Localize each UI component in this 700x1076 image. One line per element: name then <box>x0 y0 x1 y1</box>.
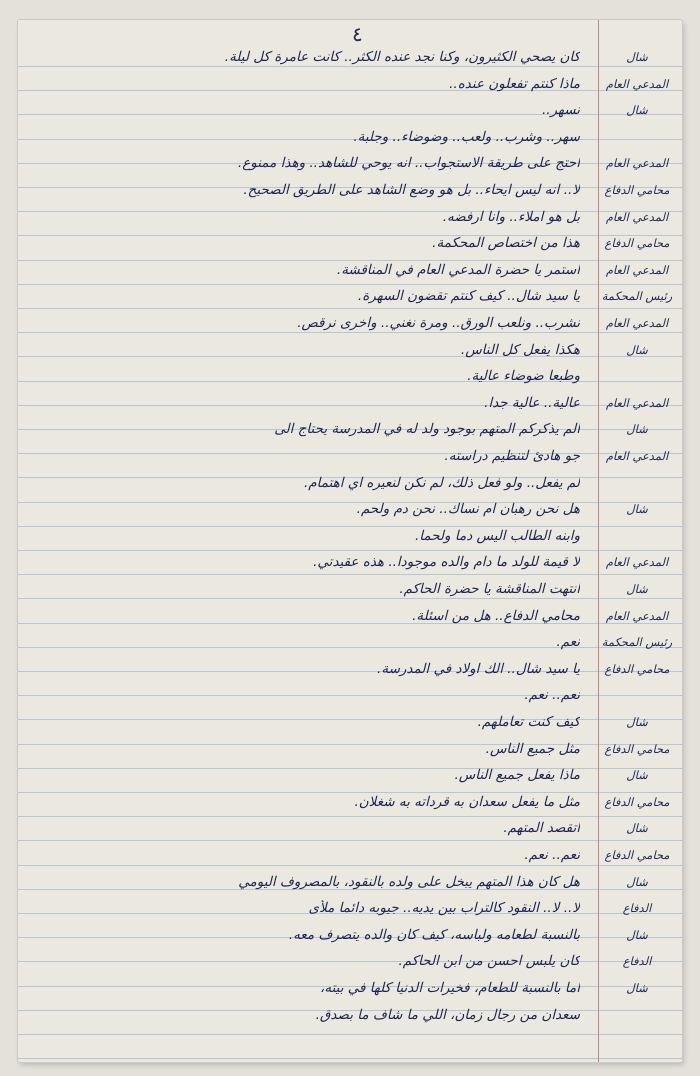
speaker-label: شال <box>626 715 648 729</box>
transcript-line <box>18 365 682 391</box>
dialogue-text: نشرب.. ونلعب الورق.. ومرة نغني.. واخرى نرقص. <box>297 315 580 331</box>
speaker-label: محامي الدفاع <box>604 183 670 197</box>
page-number: ٤ <box>352 22 363 46</box>
speaker-label: شال <box>626 981 648 995</box>
speaker-label: رئيس المحكمة <box>601 289 673 304</box>
dialogue-text: هذا من اختصاص المحكمة. <box>432 235 580 252</box>
transcript-line <box>18 259 682 285</box>
transcript-line <box>18 498 682 524</box>
transcript-line <box>18 897 682 923</box>
dialogue-text: لم يفعل.. ولو فعل ذلك، لم نكن لنعيره اي اهتمام. <box>304 474 580 491</box>
speaker-label: شال <box>626 582 648 596</box>
transcript-line <box>18 551 682 577</box>
dialogue-text: مثل جميع الناس. <box>485 740 580 757</box>
dialogue-text: مثل ما يفعل سعدان به قرداته به شغلان. <box>354 793 580 810</box>
speaker-label: رئيس المحكمة <box>601 635 673 650</box>
transcript-line <box>18 445 682 471</box>
dialogue-text: وابنه الطالب اليس دما ولحما. <box>415 527 580 544</box>
transcript-line <box>18 312 682 338</box>
dialogue-text: نعم. <box>556 634 580 651</box>
transcript-line <box>18 392 682 418</box>
transcript-line <box>18 711 682 737</box>
speaker-label: شال <box>626 821 648 836</box>
dialogue-text: سعدان من رجال زمان، اللي ما شاف ما بصدق. <box>315 1006 580 1023</box>
transcript-line <box>18 764 682 790</box>
transcript-line <box>18 924 682 950</box>
transcript-line <box>18 46 682 72</box>
transcript-line <box>18 950 682 976</box>
speaker-label: الدفاع <box>622 901 652 916</box>
transcript-line <box>18 578 682 604</box>
dialogue-text: احتج على طريقة الاستجواب.. انه يوحي للشاهد.. وهذا ممنوع. <box>237 155 580 172</box>
transcript-line <box>18 525 682 551</box>
dialogue-text: نعم.. نعم. <box>524 847 580 863</box>
speaker-label: المدعي العام <box>605 316 669 330</box>
speaker-label: المدعي العام <box>605 156 669 171</box>
dialogue-text: يا سيد شال.. الك اولاد في المدرسة. <box>377 660 580 677</box>
dialogue-text: وطبعا ضوضاء عالية. <box>467 368 580 385</box>
dialogue-text: نسهر.. <box>541 102 580 119</box>
speaker-label: محامي الدفاع <box>604 741 670 756</box>
dialogue-text: يا سيد شال.. كيف كنتم تقضون السهرة. <box>357 288 580 305</box>
transcript-line <box>18 791 682 817</box>
transcript-line <box>18 73 682 99</box>
ruled-line <box>18 1034 682 1035</box>
dialogue-text: بالنسبة لطعامه ولباسه، كيف كان والده يتصرف معه. <box>288 926 580 943</box>
speaker-label: المدعي العام <box>605 262 669 277</box>
transcript-line <box>18 1004 682 1030</box>
speaker-label: المدعي العام <box>605 555 669 570</box>
transcript-line <box>18 844 682 870</box>
speaker-label: المدعي العام <box>605 449 669 463</box>
transcript-line <box>18 99 682 125</box>
dialogue-text: ماذا كنتم تفعلون عنده.. <box>449 75 580 92</box>
transcript-line <box>18 339 682 365</box>
dialogue-text: ماذا يفعل جميع الناس. <box>454 767 580 784</box>
dialogue-text: نعم.. نعم. <box>524 687 580 704</box>
transcript-line <box>18 179 682 205</box>
speaker-label: محامي الدفاع <box>604 848 670 862</box>
dialogue-text: لا.. انه ليس ايحاء.. بل هو وضع الشاهد على الطريق الصحيح. <box>243 182 580 198</box>
speaker-label: شال <box>626 502 648 517</box>
dialogue-text: لا.. لا.. النقود كالتراب بين يديه.. جيوبه دائما ملأى <box>308 900 580 917</box>
speaker-label: محامي الدفاع <box>604 236 670 251</box>
dialogue-text: بل هو املاء.. وانا ارفضه. <box>442 208 580 225</box>
transcript-line <box>18 152 682 178</box>
notebook-page <box>18 20 682 1062</box>
speaker-label: شال <box>626 422 648 437</box>
transcript-line <box>18 206 682 232</box>
transcript-line <box>18 977 682 1003</box>
speaker-label: المدعي العام <box>605 608 669 623</box>
speaker-label: شال <box>626 50 648 64</box>
speaker-label: شال <box>626 103 648 118</box>
speaker-label: محامي الدفاع <box>604 661 670 676</box>
transcript-line <box>18 126 682 152</box>
dialogue-text: اتقصد المتهم. <box>503 820 580 837</box>
dialogue-text: هل نحن رهبان ام نساك.. نحن دم ولحم. <box>356 501 580 518</box>
transcript-line <box>18 418 682 444</box>
speaker-label: شال <box>626 927 648 942</box>
speaker-label: شال <box>626 768 648 783</box>
dialogue-text: هل كان هذا المتهم يبخل على ولده بالنقود، بالمصروف اليومي <box>238 873 580 890</box>
dialogue-text: محامي الدفاع.. هل من اسئلة. <box>412 607 580 624</box>
transcript-line <box>18 738 682 764</box>
transcript-line <box>18 631 682 657</box>
transcript-line <box>18 871 682 897</box>
speaker-label: محامي الدفاع <box>604 794 670 809</box>
transcript-line <box>18 285 682 311</box>
dialogue-text: هكذا يفعل كل الناس. <box>460 341 580 358</box>
dialogue-text: كيف كنت تعاملهم. <box>477 714 580 730</box>
speaker-label: الدفاع <box>622 954 652 969</box>
dialogue-text: عالية.. عالية جدا. <box>484 394 580 411</box>
transcript-line <box>18 817 682 843</box>
transcript-line <box>18 658 682 684</box>
transcript-line <box>18 684 682 710</box>
dialogue-text: جو هادئ لتنظيم دراسته. <box>444 448 580 464</box>
transcript-line <box>18 232 682 258</box>
dialogue-text: الم يذكركم المتهم بوجود ولد له في المدرسة يحتاج الى <box>274 421 580 438</box>
speaker-label: شال <box>626 874 648 889</box>
dialogue-text: اما بالنسبة للطعام، فخيرات الدنيا كلها في بيته، <box>319 980 580 996</box>
speaker-label: شال <box>626 342 648 357</box>
dialogue-text: انتهت المناقشة يا حضرة الحاكم. <box>399 581 580 597</box>
transcript-line <box>18 605 682 631</box>
speaker-label: المدعي العام <box>605 395 669 410</box>
speaker-label: المدعي العام <box>605 76 669 91</box>
dialogue-text: سهر.. وشرب.. ولعب.. وضوضاء.. وجلبة. <box>353 128 580 145</box>
dialogue-text: كان يلبس احسن من ابن الحاكم. <box>398 953 580 970</box>
dialogue-text: استمر يا حضرة المدعي العام في المناقشة. <box>336 261 580 278</box>
ruled-line <box>18 1058 682 1059</box>
speaker-label: المدعي العام <box>605 209 669 224</box>
dialogue-text: كان يصحي الكثيرون، وكنا نجد عنده الكثر.. كانت عامرة كل ليلة. <box>224 49 580 65</box>
transcript-line <box>18 472 682 498</box>
dialogue-text: لا قيمة للولد ما دام والده موجودا.. هذه عقيدتي. <box>313 554 580 571</box>
